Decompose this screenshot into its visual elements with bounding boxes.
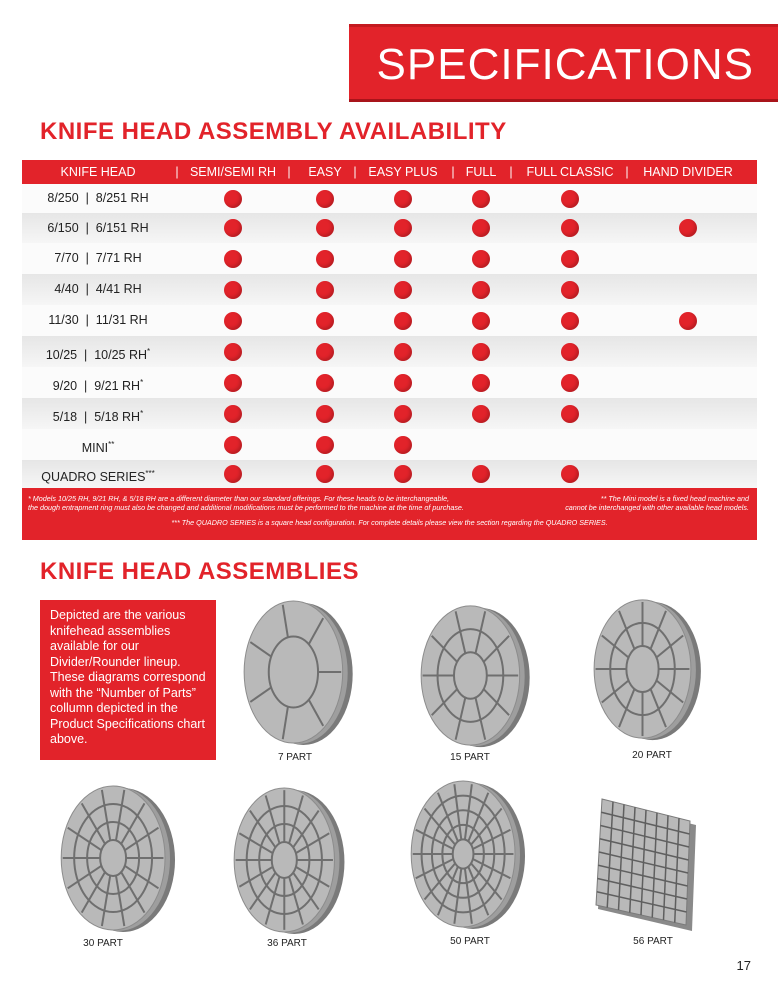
column-header: HAND DIVIDER [643, 165, 733, 179]
knife-head-diagram [420, 603, 532, 748]
availability-dot [224, 436, 242, 454]
table-row [22, 243, 757, 274]
part-label: 20 PART [632, 750, 672, 761]
row-label: 9/20 | 9/21 RH* [52, 378, 144, 394]
row-label: QUADRO SERIES*** [41, 469, 155, 485]
row-label: MINI** [81, 440, 115, 456]
availability-dot [394, 281, 412, 299]
knife-head-7 [592, 795, 702, 935]
column-separator: | [625, 165, 629, 179]
availability-dot [316, 250, 334, 268]
footnote-2-line2: cannot be interchanged with other available head models. [565, 503, 749, 512]
availability-dot [472, 374, 490, 392]
table-row [22, 184, 757, 213]
knife-head-diagram [592, 795, 702, 935]
availability-dot [561, 250, 579, 268]
availability-dot [316, 465, 334, 483]
table-row [22, 213, 757, 243]
availability-dot [561, 190, 579, 208]
availability-dot [316, 281, 334, 299]
availability-dot [561, 343, 579, 361]
part-label: 15 PART [450, 752, 490, 763]
availability-dot [224, 190, 242, 208]
column-header: FULL [465, 165, 497, 179]
availability-dot [561, 374, 579, 392]
footnote-3: *** The QUADRO SERIES is a square head configuration. For complete details please view the section regarding the QUADRO SERIES. [171, 518, 608, 527]
row-label: 8/250 | 8/251 RH [47, 191, 149, 205]
availability-dot [472, 219, 490, 237]
availability-dot [394, 312, 412, 330]
assemblies-heading: KNIFE HEAD ASSEMBLIES [40, 558, 359, 585]
availability-dot [561, 405, 579, 423]
availability-dot [472, 405, 490, 423]
column-header: SEMI/SEMI RH [189, 165, 277, 179]
page-title: SPECIFICATIONS [376, 40, 754, 89]
availability-dot [394, 405, 412, 423]
knife-head-6 [410, 778, 528, 930]
knife-head-diagram [60, 783, 178, 933]
part-label: 30 PART [83, 938, 123, 949]
row-label: 11/30 | 11/31 RH [48, 313, 148, 327]
availability-dot [224, 250, 242, 268]
column-separator: | [353, 165, 357, 179]
knife-head-diagram [233, 785, 347, 935]
knife-head-5 [233, 785, 347, 935]
part-label: 56 PART [633, 936, 673, 947]
column-header: EASY [308, 165, 342, 179]
availability-dot [224, 281, 242, 299]
availability-dot [679, 219, 697, 237]
knife-head-3 [593, 597, 703, 741]
availability-dot [316, 405, 334, 423]
availability-dot [316, 312, 334, 330]
assemblies-intro: Depicted are the various knifehead assemblies available for our Divider/Rounder lineup. These diagrams correspond with the “Number of Parts” collumn depicted in the Product Specifications chart above. [40, 600, 216, 760]
availability-dot [561, 281, 579, 299]
availability-heading: KNIFE HEAD ASSEMBLY AVAILABILITY [40, 118, 507, 145]
availability-dot [224, 374, 242, 392]
part-label: 50 PART [450, 936, 490, 947]
availability-dot [472, 465, 490, 483]
title-banner [349, 24, 778, 99]
knife-head-diagram [243, 598, 355, 746]
page-number: 17 [736, 958, 751, 973]
availability-dot [394, 436, 412, 454]
footnote-2-line1: ** The Mini model is a fixed head machine and [600, 494, 749, 503]
availability-dot [472, 343, 490, 361]
knife-head-4 [60, 783, 178, 933]
part-label: 36 PART [267, 938, 307, 949]
availability-table [22, 160, 757, 540]
availability-dot [394, 465, 412, 483]
table-row [22, 336, 757, 367]
table-row [22, 274, 757, 305]
footnote-1-line2: the dough entrapment ring must also be changed and additional modifications must be performed to the machine at the time of purchase. [28, 503, 464, 512]
knife-head-2 [420, 603, 532, 748]
availability-dot [316, 436, 334, 454]
table-footnotes [22, 488, 757, 540]
availability-dot [316, 219, 334, 237]
availability-dot [224, 465, 242, 483]
column-header: EASY PLUS [368, 165, 438, 179]
availability-dot [224, 312, 242, 330]
part-label: 7 PART [277, 752, 313, 763]
availability-dot [472, 190, 490, 208]
knife-head-1 [243, 598, 355, 746]
availability-dot [316, 374, 334, 392]
availability-dot [394, 250, 412, 268]
column-header: FULL CLASSIC [526, 165, 614, 179]
table-header [22, 160, 757, 184]
availability-dot [561, 312, 579, 330]
row-label: 4/40 | 4/41 RH [54, 282, 142, 296]
availability-dot [472, 281, 490, 299]
availability-dot [394, 343, 412, 361]
availability-dot [224, 343, 242, 361]
availability-dot [679, 312, 697, 330]
availability-dot [472, 312, 490, 330]
footnote-1-line1: * Models 10/25 RH, 9/21 RH, & 5/18 RH are a different diameter than our standard offerings. For these heads to be interchangeable, [28, 494, 450, 503]
availability-dot [224, 219, 242, 237]
knife-head-diagram [410, 778, 528, 930]
column-separator: | [175, 165, 179, 179]
row-label: 6/150 | 6/151 RH [47, 221, 149, 235]
availability-dot [316, 343, 334, 361]
availability-dot [316, 190, 334, 208]
availability-dot [394, 190, 412, 208]
column-header: KNIFE HEAD [60, 165, 136, 179]
table-row [22, 398, 757, 429]
availability-dot [394, 374, 412, 392]
availability-dot [224, 405, 242, 423]
availability-dot [561, 465, 579, 483]
column-separator: | [451, 165, 455, 179]
row-label: 7/70 | 7/71 RH [54, 251, 142, 265]
table-row [22, 429, 757, 460]
knife-head-diagram [593, 597, 703, 741]
availability-dot [472, 250, 490, 268]
availability-dot [561, 219, 579, 237]
table-row [22, 367, 757, 398]
availability-dot [394, 219, 412, 237]
column-separator: | [509, 165, 513, 179]
table-row [22, 460, 757, 488]
row-label: 5/18 | 5/18 RH* [52, 409, 144, 425]
row-label: 10/25 | 10/25 RH* [45, 347, 151, 363]
table-row [22, 305, 757, 336]
column-separator: | [287, 165, 291, 179]
